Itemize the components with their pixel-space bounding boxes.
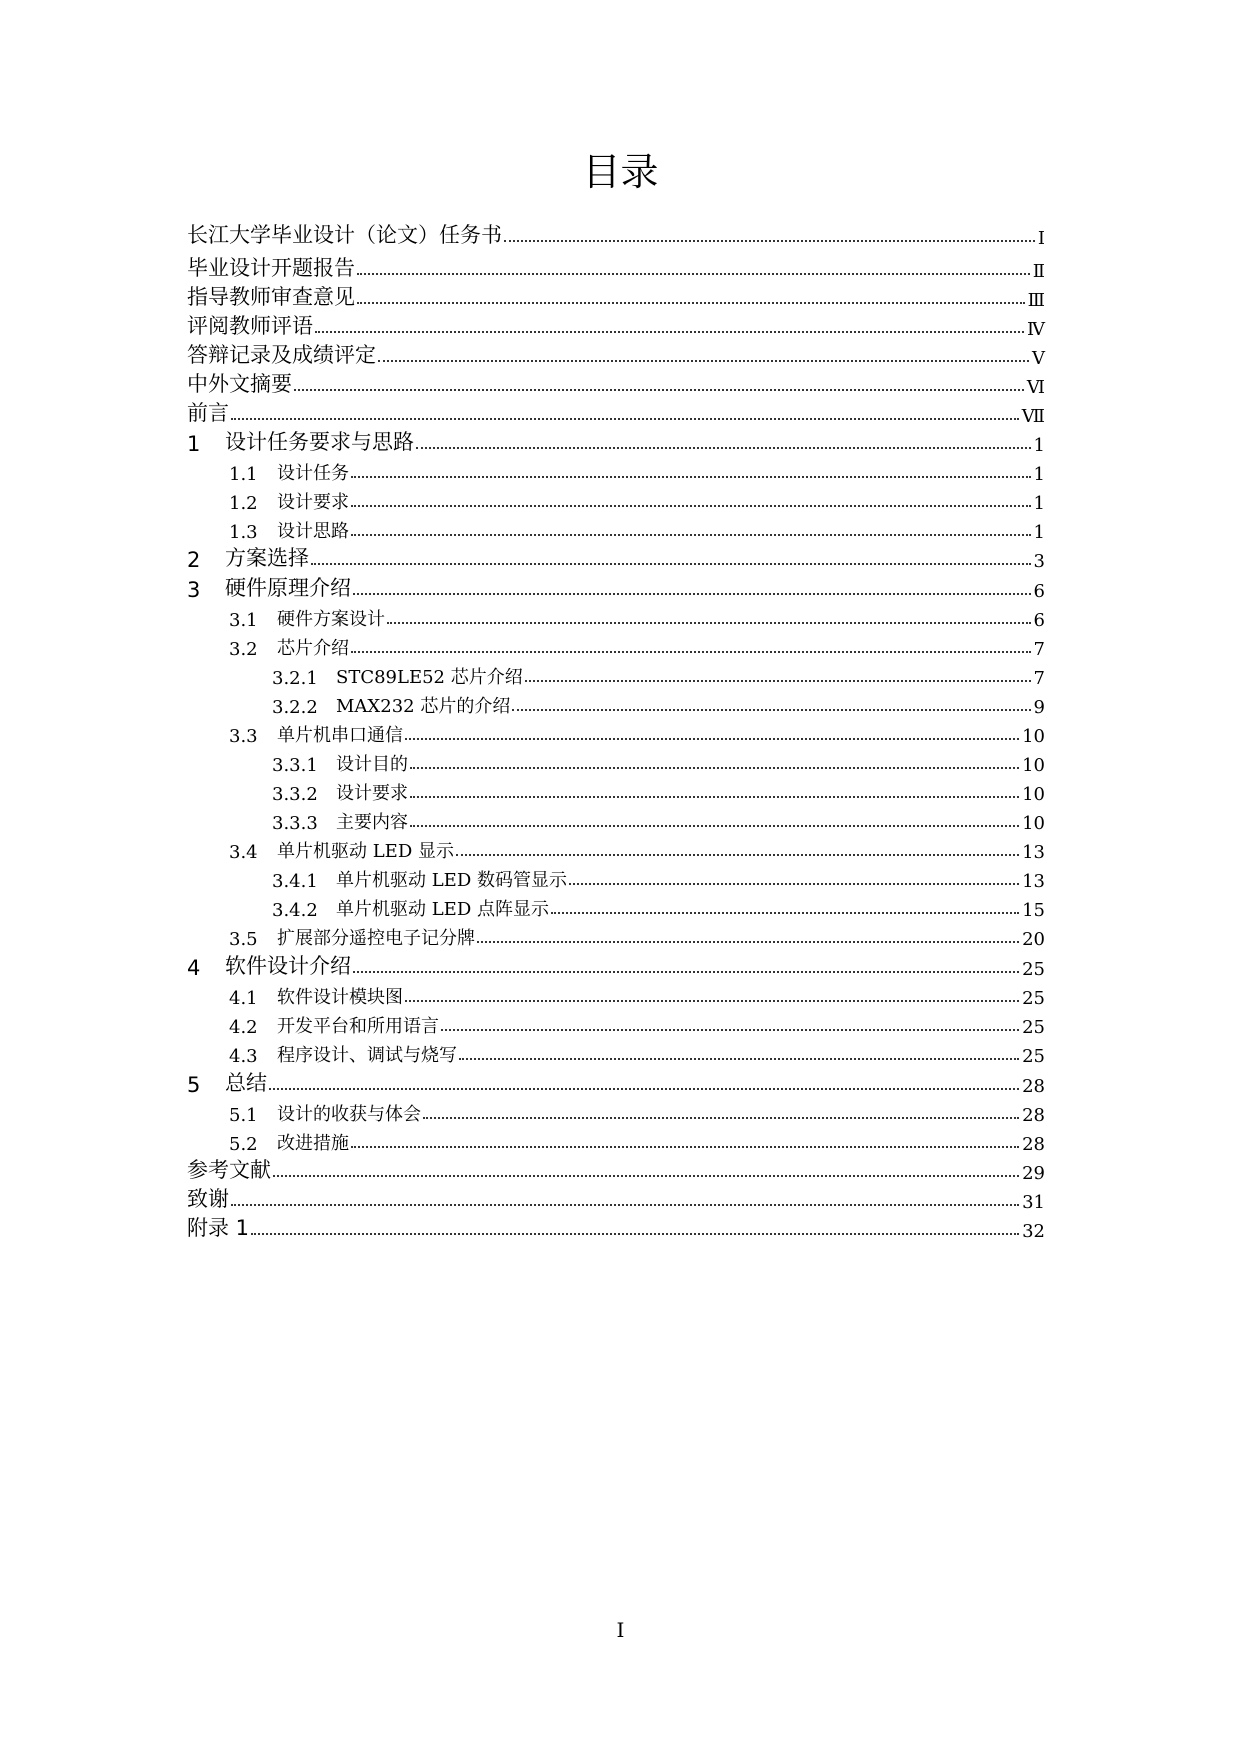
toc-entry-page: 10	[1022, 726, 1045, 747]
toc-entry-number: 1.1	[229, 464, 258, 485]
toc-entry-title: 毕业设计开题报告	[187, 256, 355, 280]
toc-entry-title: 总结	[225, 1071, 267, 1095]
dot-leader	[357, 302, 1025, 304]
toc-entry-title: 方案选择	[225, 546, 309, 570]
dot-leader	[357, 273, 1030, 275]
toc-entry-page: 3	[1033, 551, 1045, 572]
toc-entry-page: 29	[1022, 1163, 1045, 1184]
dot-leader	[378, 360, 1029, 362]
toc-entry-number: 5	[187, 1073, 201, 1097]
toc-entry-number: 4.3	[229, 1046, 258, 1067]
dot-leader	[477, 941, 1019, 943]
toc-entry-number: 1.2	[229, 493, 258, 514]
toc-entry-title: 附录 1	[187, 1216, 250, 1240]
toc-entry-title: 设计思路	[277, 521, 349, 542]
toc-entry-title: 主要内容	[336, 812, 408, 833]
toc-entry-page: Ⅲ	[1027, 290, 1045, 311]
dot-leader	[351, 476, 1031, 478]
toc-entry-page: 25	[1022, 1017, 1045, 1038]
toc-entry[interactable]	[187, 539, 1045, 572]
dot-leader	[231, 1204, 1019, 1206]
dot-leader	[351, 505, 1031, 507]
toc-entry-title: MAX232 芯片的介绍	[336, 696, 511, 717]
toc-entry-title: 答辩记录及成绩评定	[187, 343, 376, 367]
toc-entry-number: 3.3.2	[272, 784, 318, 805]
toc-entry-number: 3.1	[229, 610, 258, 631]
toc-entry-number: 3.5	[229, 929, 258, 950]
dot-leader	[569, 883, 1019, 885]
toc-entry-title: 致谢	[187, 1187, 229, 1211]
toc-entry-page: 25	[1022, 1046, 1045, 1067]
dot-leader	[269, 1088, 1019, 1090]
toc-entry-title: 指导教师审查意见	[187, 285, 355, 309]
toc-entry-page: 1	[1033, 464, 1045, 485]
toc-entry-title: 前言	[187, 401, 229, 425]
toc-entry-number: 4.2	[229, 1017, 258, 1038]
toc-entry-page: 10	[1022, 755, 1045, 776]
toc-entry-page: 1	[1033, 522, 1045, 543]
toc-entry-number: 3.3	[229, 726, 258, 747]
toc-entry-page: 32	[1022, 1221, 1045, 1242]
toc-entry-title: 单片机驱动 LED 显示	[277, 841, 454, 862]
dot-leader	[410, 825, 1019, 827]
toc-entry-page: 7	[1033, 668, 1045, 689]
dot-leader	[351, 651, 1031, 653]
toc-entry-page: 9	[1033, 697, 1045, 718]
toc-entry-title: STC89LE52 芯片介绍	[336, 667, 523, 688]
toc-entry-page: Ⅶ	[1021, 406, 1045, 427]
page-title: 目录	[582, 150, 659, 194]
dot-leader	[405, 738, 1019, 740]
dot-leader	[353, 593, 1031, 595]
toc-entry-page: 6	[1033, 610, 1045, 631]
dot-leader	[410, 767, 1019, 769]
toc-entry-title: 软件设计介绍	[225, 954, 351, 978]
toc-entry[interactable]	[187, 1209, 1045, 1242]
toc-entry-page: 7	[1033, 639, 1045, 660]
dot-leader	[512, 709, 1030, 711]
toc-entry[interactable]	[229, 1034, 1045, 1067]
toc-entry-page: Ⅳ	[1027, 319, 1045, 340]
dot-leader	[251, 1233, 1019, 1235]
dot-leader	[405, 1000, 1019, 1002]
toc-entry-title: 设计要求	[277, 492, 349, 513]
toc-entry-number: 1	[187, 432, 201, 456]
toc-entry[interactable]	[187, 216, 1045, 249]
toc-entry-title: 设计任务要求与思路	[225, 430, 414, 454]
toc-entry-title: 参考文献	[187, 1158, 271, 1182]
toc-entry-title: 单片机驱动 LED 数码管显示	[336, 870, 567, 891]
toc-entry-title: 程序设计、调试与烧写	[277, 1045, 457, 1066]
toc-entry[interactable]	[229, 917, 1045, 950]
toc-entry-title: 设计目的	[336, 754, 408, 775]
toc-entry-title: 软件设计模块图	[277, 987, 403, 1008]
toc-entry-page: 13	[1022, 871, 1045, 892]
dot-leader	[459, 1058, 1019, 1060]
toc-entry-number: 3.4.2	[272, 900, 318, 921]
toc-entry-title: 开发平台和所用语言	[277, 1016, 439, 1037]
toc-entry-page: 25	[1022, 959, 1045, 980]
dot-leader	[351, 1146, 1019, 1148]
toc-entry-number: 3	[187, 578, 201, 602]
toc-entry-number: 3.3.3	[272, 813, 318, 834]
toc-entry-page: 20	[1022, 929, 1045, 950]
dot-leader	[423, 1117, 1019, 1119]
toc-entry-page: 6	[1033, 581, 1045, 602]
toc-entry-number: 3.3.1	[272, 755, 318, 776]
toc-entry-page: 10	[1022, 813, 1045, 834]
toc-entry-page: Ⅱ	[1032, 261, 1045, 282]
dot-leader	[410, 796, 1019, 798]
toc-entry-title: 长江大学毕业设计（论文）任务书	[187, 223, 502, 247]
toc-entry-title: 单片机驱动 LED 点阵显示	[336, 899, 549, 920]
toc-entry-page: 10	[1022, 784, 1045, 805]
toc-entry-number: 5.1	[229, 1105, 258, 1126]
toc-entry-page: 13	[1022, 842, 1045, 863]
toc-entry-title: 设计要求	[336, 783, 408, 804]
dot-leader	[273, 1175, 1019, 1177]
dot-leader	[353, 971, 1019, 973]
toc-entry-page: 1	[1033, 493, 1045, 514]
toc-entry-title: 设计的收获与体会	[277, 1104, 421, 1125]
toc-entry-page: 28	[1022, 1076, 1045, 1097]
dot-leader	[551, 912, 1019, 914]
toc-entry-title: 评阅教师评语	[187, 314, 313, 338]
toc-entry-title: 中外文摘要	[187, 372, 292, 396]
dot-leader	[231, 418, 1019, 420]
dot-leader	[351, 534, 1031, 536]
toc-entry-number: 2	[187, 548, 201, 572]
toc-entry-title: 芯片介绍	[277, 638, 349, 659]
toc-entry-number: 3.4	[229, 842, 258, 863]
toc-entry-number: 3.2	[229, 639, 258, 660]
dot-leader	[294, 389, 1024, 391]
dot-leader	[311, 563, 1031, 565]
toc-entry-title: 硬件方案设计	[277, 609, 385, 630]
toc-entry-number: 3.4.1	[272, 871, 318, 892]
toc-entry-number: 4	[187, 956, 201, 980]
toc-entry-page: Ⅵ	[1026, 377, 1045, 398]
toc-entry-number: 1.3	[229, 522, 258, 543]
dot-leader	[525, 680, 1031, 682]
toc-entry-page: 28	[1022, 1134, 1045, 1155]
toc-entry-page: 28	[1022, 1105, 1045, 1126]
dot-leader	[387, 622, 1031, 624]
toc-entry-title: 设计任务	[277, 463, 349, 484]
toc-entry-number: 3.2.2	[272, 697, 318, 718]
toc-entry-page: Ⅰ	[1037, 228, 1045, 249]
toc-entry-title: 改进措施	[277, 1133, 349, 1154]
dot-leader	[416, 447, 1031, 449]
toc-entry-page: 1	[1033, 435, 1045, 456]
toc-entry-number: 3.2.1	[272, 668, 318, 689]
toc-entry-title: 硬件原理介绍	[225, 576, 351, 600]
toc-entry-page: 25	[1022, 988, 1045, 1009]
toc-entry-number: 4.1	[229, 988, 258, 1009]
dot-leader	[456, 854, 1019, 856]
dot-leader	[441, 1029, 1019, 1031]
toc-entry-number: 5.2	[229, 1134, 258, 1155]
toc-entry-title: 扩展部分遥控电子记分牌	[277, 928, 475, 949]
dot-leader	[504, 240, 1035, 242]
toc-entry-title: 单片机串口通信	[277, 725, 403, 746]
toc-entry-page: 15	[1022, 900, 1045, 921]
page-number-footer: I	[616, 1618, 625, 1642]
toc-entry-page: Ⅴ	[1032, 348, 1045, 369]
toc-entry-page: 31	[1022, 1192, 1045, 1213]
dot-leader	[315, 331, 1024, 333]
